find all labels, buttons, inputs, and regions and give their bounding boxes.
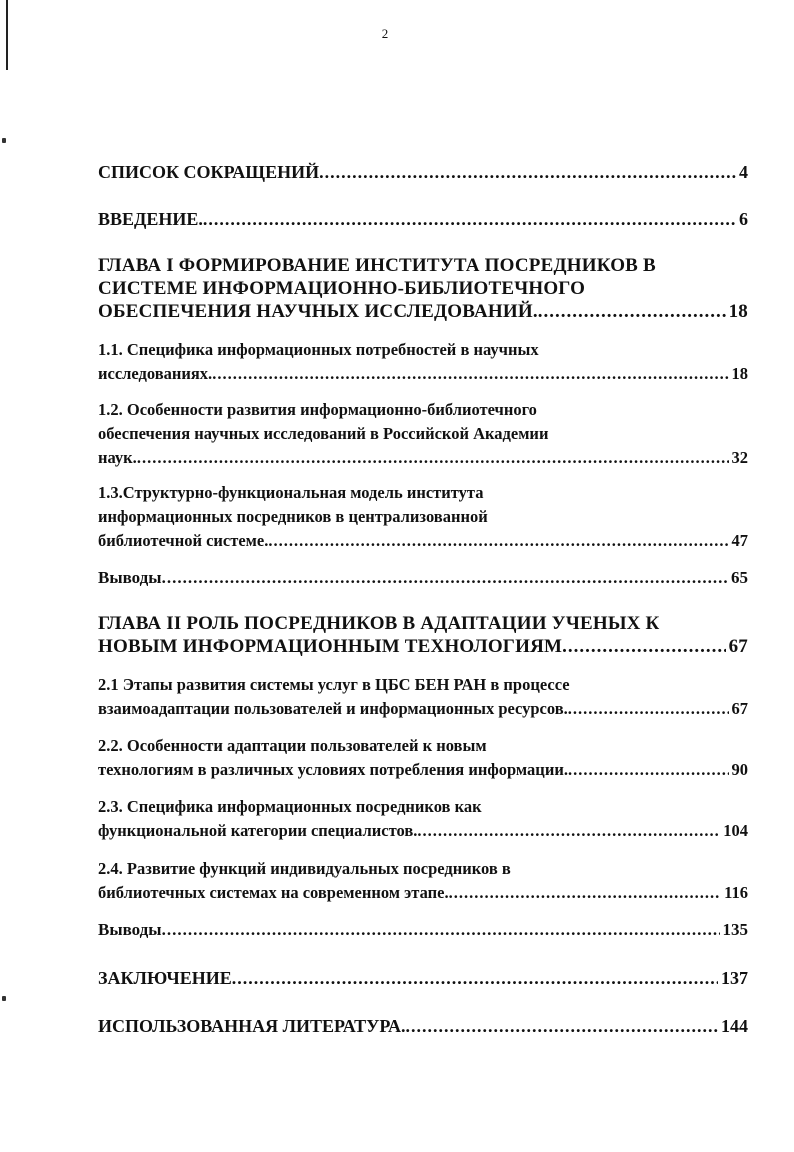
toc-entry-title-line: исследованиях. [98, 364, 213, 383]
toc-entry-title: ИСПОЛЬЗОВАННАЯ ЛИТЕРАТУРА. [98, 1016, 406, 1036]
dot-leader [232, 966, 718, 990]
toc-entry-title-line: функциональной категории специалистов. [98, 821, 418, 840]
dot-leader [319, 160, 736, 184]
toc-page-number: 47 [731, 531, 748, 550]
toc-entry-title-line: 2.4. Развитие функций индивидуальных посредников в [98, 859, 511, 878]
dot-leader [162, 566, 728, 590]
toc-entry-title-line: 1.1. Специфика информационных потребностей в научных [98, 340, 539, 359]
dot-leader [568, 697, 729, 721]
scan-speck [2, 138, 6, 143]
toc-entry-title-line: библиотечных системах на современном этапе. [98, 883, 449, 902]
toc-page-number: 65 [731, 568, 748, 587]
toc-page-number: 144 [721, 1016, 748, 1036]
toc-entry-section-1-3[interactable] [98, 481, 748, 553]
dot-leader [268, 529, 728, 553]
dot-leader [137, 446, 729, 470]
toc-entry-title: Выводы [98, 568, 162, 587]
dot-leader [417, 819, 720, 843]
toc-entry-conclusions-2[interactable] [98, 918, 748, 942]
toc-entry-title-line: взаимоадаптации пользователей и информационных ресурсов. [98, 699, 568, 718]
toc-entry-title-line: НОВЫМ ИНФОРМАЦИОННЫМ ТЕХНОЛОГИЯМ [98, 636, 563, 657]
dot-leader [212, 362, 728, 386]
toc-entry-section-2-3[interactable] [98, 795, 748, 843]
dot-leader [406, 1014, 718, 1038]
toc-page-number: 67 [731, 699, 748, 718]
toc-entry-title-line: информационных посредников в централизованной [98, 507, 488, 526]
toc-entry-introduction[interactable] [98, 207, 748, 231]
toc-entry-title-line: 2.3. Специфика информационных посредников как [98, 797, 482, 816]
toc-entry-title: ВВЕДЕНИЕ. [98, 209, 203, 229]
toc-entry-section-2-1[interactable] [98, 673, 748, 721]
toc-page-number: 67 [728, 636, 748, 657]
toc-entry-title-line: обеспечения научных исследований в Российской Академии [98, 424, 549, 443]
toc-page-number: 6 [739, 209, 748, 229]
toc-entry-chapter-1[interactable] [98, 254, 748, 323]
page-number: 2 [381, 26, 389, 41]
toc-entry-conclusions-1[interactable] [98, 566, 748, 590]
toc-entry-section-2-4[interactable] [98, 857, 748, 905]
toc-entry-title-line: 1.3.Структурно-функциональная модель института [98, 483, 484, 502]
toc-entry-chapter-2[interactable] [98, 612, 748, 658]
toc-page-number: 116 [724, 883, 748, 902]
toc-entry-title-line: технологиям в различных условиях потребления информации. [98, 760, 568, 779]
toc-page-number: 135 [722, 920, 748, 939]
toc-page-number: 90 [731, 760, 748, 779]
toc-entry-title: СПИСОК СОКРАЩЕНИЙ [98, 162, 320, 182]
toc-entry-title-line: СИСТЕМЕ ИНФОРМАЦИОННО-БИБЛИОТЕЧНОГО [98, 278, 586, 299]
toc-entry-title-line: ГЛАВА I ФОРМИРОВАНИЕ ИНСТИТУТА ПОСРЕДНИКОВ В [98, 255, 656, 276]
toc-entry-section-1-1[interactable] [98, 338, 748, 386]
dot-leader [562, 635, 725, 658]
toc-entry-title-line: библиотечной системе. [98, 531, 269, 550]
toc-page-number: 137 [721, 968, 748, 988]
toc-page-number: 18 [731, 364, 748, 383]
toc-entry-title: Выводы [98, 920, 162, 939]
toc-entry-conclusion[interactable] [98, 966, 748, 990]
toc-entry-title-line: 2.1 Этапы развития системы услуг в ЦБС БЕН РАН в процессе [98, 675, 570, 694]
toc-entry-title-line: 2.2. Особенности адаптации пользователей к новым [98, 736, 487, 755]
toc-entry-section-2-2[interactable] [98, 734, 748, 782]
toc-page-number: 32 [731, 448, 748, 467]
toc-entry-title-line: 1.2. Особенности развития информационно-библиотечного [98, 400, 537, 419]
toc-entry-title-line: наук. [98, 448, 137, 467]
toc-entry-references[interactable] [98, 1014, 748, 1038]
toc-entry-title-line: ОБЕСПЕЧЕНИЯ НАУЧНЫХ ИССЛЕДОВАНИЙ. [98, 301, 538, 322]
toc-page-number: 4 [739, 162, 748, 182]
dot-leader [568, 758, 729, 782]
toc-entry-title: ЗАКЛЮЧЕНИЕ [98, 968, 232, 988]
toc-page-number: 18 [728, 301, 748, 322]
dot-leader [449, 881, 722, 905]
toc-page-number: 104 [723, 821, 748, 840]
toc-entry-section-1-2[interactable] [98, 398, 748, 470]
dot-leader [162, 918, 720, 942]
dot-leader [538, 300, 726, 323]
toc-entry-abbreviations[interactable] [98, 160, 748, 184]
dot-leader [203, 207, 736, 231]
toc-entry-title-line: ГЛАВА II РОЛЬ ПОСРЕДНИКОВ В АДАПТАЦИИ УЧЕНЫХ К [98, 613, 660, 634]
scan-speck [2, 996, 6, 1001]
